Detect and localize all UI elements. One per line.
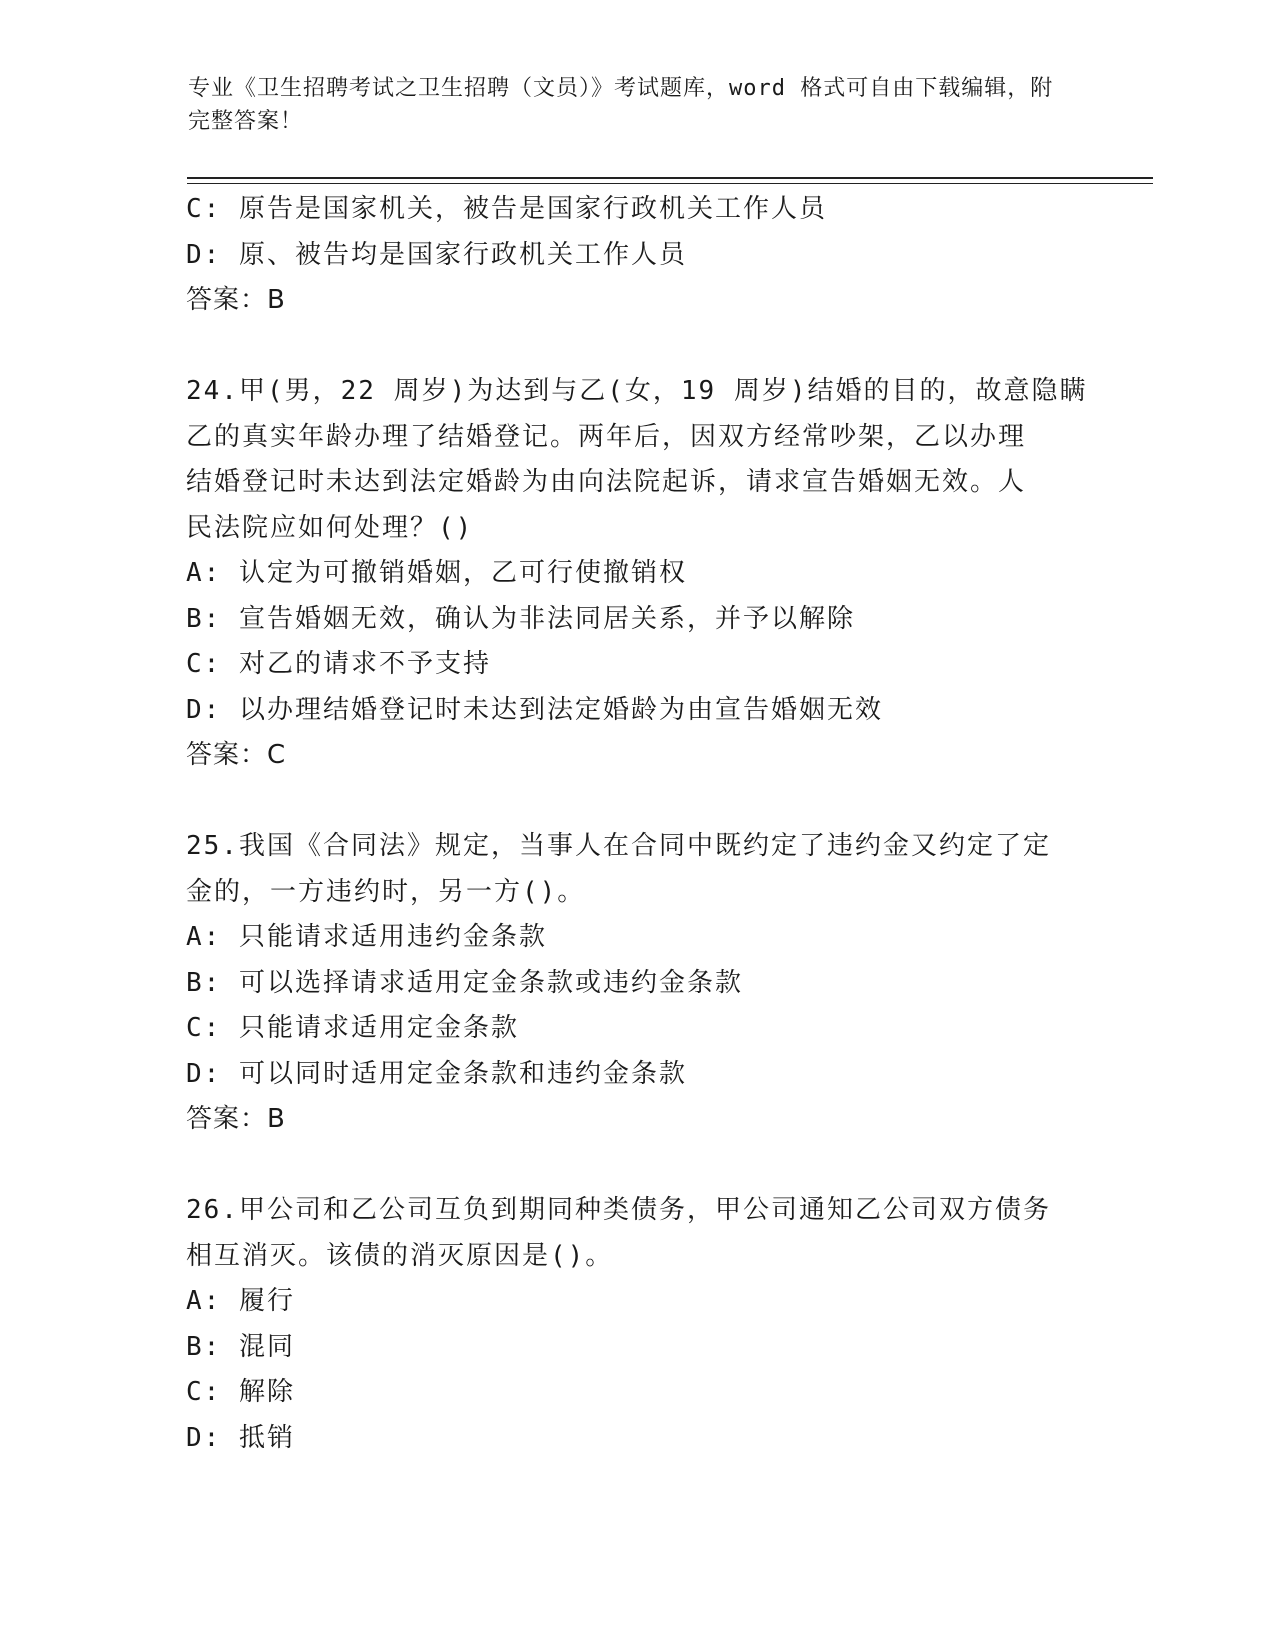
- answer-line: 答案：B: [186, 285, 286, 315]
- option-c: C: 解除: [186, 1377, 295, 1407]
- option-c: C: 原告是国家机关，被告是国家行政机关工作人员: [186, 194, 827, 224]
- answer-line: 答案：B: [186, 1104, 286, 1134]
- question-24: [186, 369, 1086, 779]
- option-a: A: 认定为可撤销婚姻，乙可行使撤销权: [186, 558, 687, 588]
- question-stem-line: 26.甲公司和乙公司互负到期同种类债务，甲公司通知乙公司双方债务: [186, 1195, 1051, 1225]
- option-d: D: 原、被告均是国家行政机关工作人员: [186, 239, 687, 270]
- question-stem-line: 相互消灭。该债的消灭原因是()。: [186, 1240, 614, 1271]
- question-stem-line: 金的，一方违约时，另一方()。: [186, 876, 586, 907]
- option-b: B: 宣告婚姻无效，确认为非法同居关系，并予以解除: [186, 603, 855, 634]
- header-rule-thin: [187, 183, 1153, 184]
- question-stem-line: 民法院应如何处理？(): [186, 512, 474, 543]
- option-d: D: 抵销: [186, 1422, 295, 1453]
- question-stem-line: 24.甲(男，22 周岁)为达到与乙(女，19 周岁)结婚的目的，故意隐瞒: [186, 376, 1088, 406]
- question-stem-line: 结婚登记时未达到法定婚龄为由向法院起诉，请求宣告婚姻无效。人: [186, 467, 1027, 497]
- document-header: 专业《卫生招聘考试之卫生招聘（文员）》考试题库，word 格式可自由下载编辑，附完整答案！: [188, 76, 1054, 134]
- question-stem-line: 乙的真实年龄办理了结婚登记。两年后，因双方经常吵架，乙以办理: [186, 421, 1027, 452]
- option-d: D: 可以同时适用定金条款和违约金条款: [186, 1058, 687, 1089]
- question-26: [186, 1188, 1086, 1461]
- header-rule-thick: [187, 177, 1153, 179]
- option-c: C: 只能请求适用定金条款: [186, 1013, 519, 1043]
- option-a: A: 履行: [186, 1286, 295, 1316]
- option-b: B: 可以选择请求适用定金条款或违约金条款: [186, 967, 743, 998]
- question-content: [186, 187, 1086, 1461]
- answer-line: 答案：C: [186, 740, 287, 770]
- option-b: B: 混同: [186, 1331, 295, 1362]
- question-stem-line: 25.我国《合同法》规定，当事人在合同中既约定了违约金又约定了定: [186, 831, 1051, 861]
- option-c: C: 对乙的请求不予支持: [186, 649, 491, 679]
- question-25: [186, 824, 1086, 1143]
- option-d: D: 以办理结婚登记时未达到法定婚龄为由宣告婚姻无效: [186, 694, 883, 725]
- option-a: A: 只能请求适用违约金条款: [186, 922, 547, 952]
